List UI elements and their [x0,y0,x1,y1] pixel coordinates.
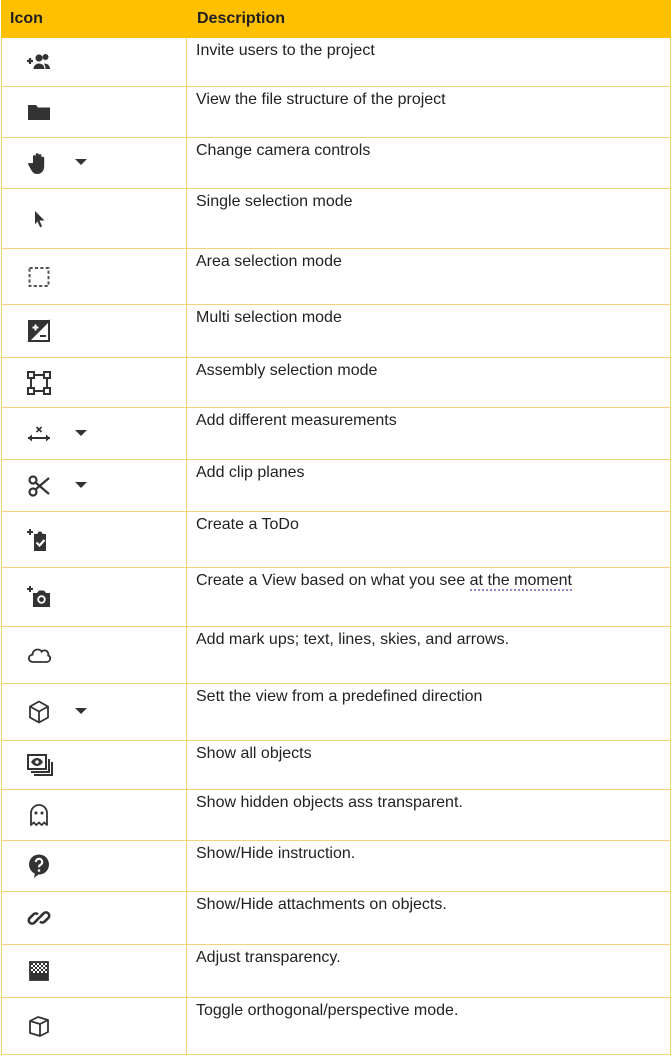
dashed-rectangle-icon [24,262,54,292]
ghost-icon [24,800,54,830]
description-cell: Add different measurements [187,408,671,460]
checkerboard-icon [24,956,54,986]
table-row [2,305,671,358]
description-cell: Change camera controls [187,138,671,189]
chevron-down-icon [74,429,88,439]
table-row [2,138,671,189]
table-row [2,249,671,305]
pointer-icon [24,204,54,234]
chevron-down-icon [74,707,88,717]
measure-icon [24,419,54,449]
eye-layers-icon [24,750,54,780]
table-row [2,841,671,892]
table-row [2,408,671,460]
folder-icon [24,97,54,127]
description-cell: Show hidden objects ass transparent. [187,790,671,841]
table-row [2,790,671,841]
question-icon [24,851,54,881]
description-cell: Show/Hide instruction. [187,841,671,892]
chevron-down-icon [74,158,88,168]
table-row [2,998,671,1055]
description-cell: Invite users to the project [187,38,671,87]
table-row [2,741,671,790]
description-cell: Add mark ups; text, lines, skies, and arrows. [187,627,671,684]
description-cell: Show all objects [187,741,671,790]
add-user-icon [24,47,54,77]
chevron-down-icon [74,481,88,491]
table-row [2,38,671,87]
table-row [2,945,671,998]
box-outline-icon [24,1011,54,1041]
description-cell: Single selection mode [187,189,671,249]
header-row [2,1,671,38]
add-task-icon [24,525,54,555]
description-cell: Create a ToDo [187,512,671,568]
icon-column-header: Icon [2,1,187,38]
description-cell: Toggle orthogonal/perspective mode. [187,998,671,1055]
link-icon [24,903,54,933]
table-row [2,684,671,741]
description-cell: Show/Hide attachments on objects. [187,892,671,945]
description-column-header: Description [187,1,671,38]
cloud-icon [24,640,54,670]
plus-minus-box-icon [24,316,54,346]
cube-icon [24,697,54,727]
table-row [2,87,671,138]
description-cell: Adjust transparency. [187,945,671,998]
table-row [2,460,671,512]
hand-icon [24,148,54,178]
add-camera-icon [24,582,54,612]
table-row [2,512,671,568]
scissors-icon [24,471,54,501]
description-cell: View the file structure of the project [187,87,671,138]
description-cell: Area selection mode [187,249,671,305]
underlined-phrase: at the moment [469,572,572,589]
description-cell: Add clip planes [187,460,671,512]
table-row [2,189,671,249]
description-cell: Assembly selection mode [187,358,671,408]
description-cell: Sett the view from a predefined direction [187,684,671,741]
table-row [2,627,671,684]
table-row [2,358,671,408]
description-cell: Multi selection mode [187,305,671,358]
table-row [2,892,671,945]
icon-reference-table [1,0,671,1055]
bounding-square-icon [24,368,54,398]
description-cell: Create a View based on what you see at the moment [187,568,671,627]
table-row [2,568,671,627]
